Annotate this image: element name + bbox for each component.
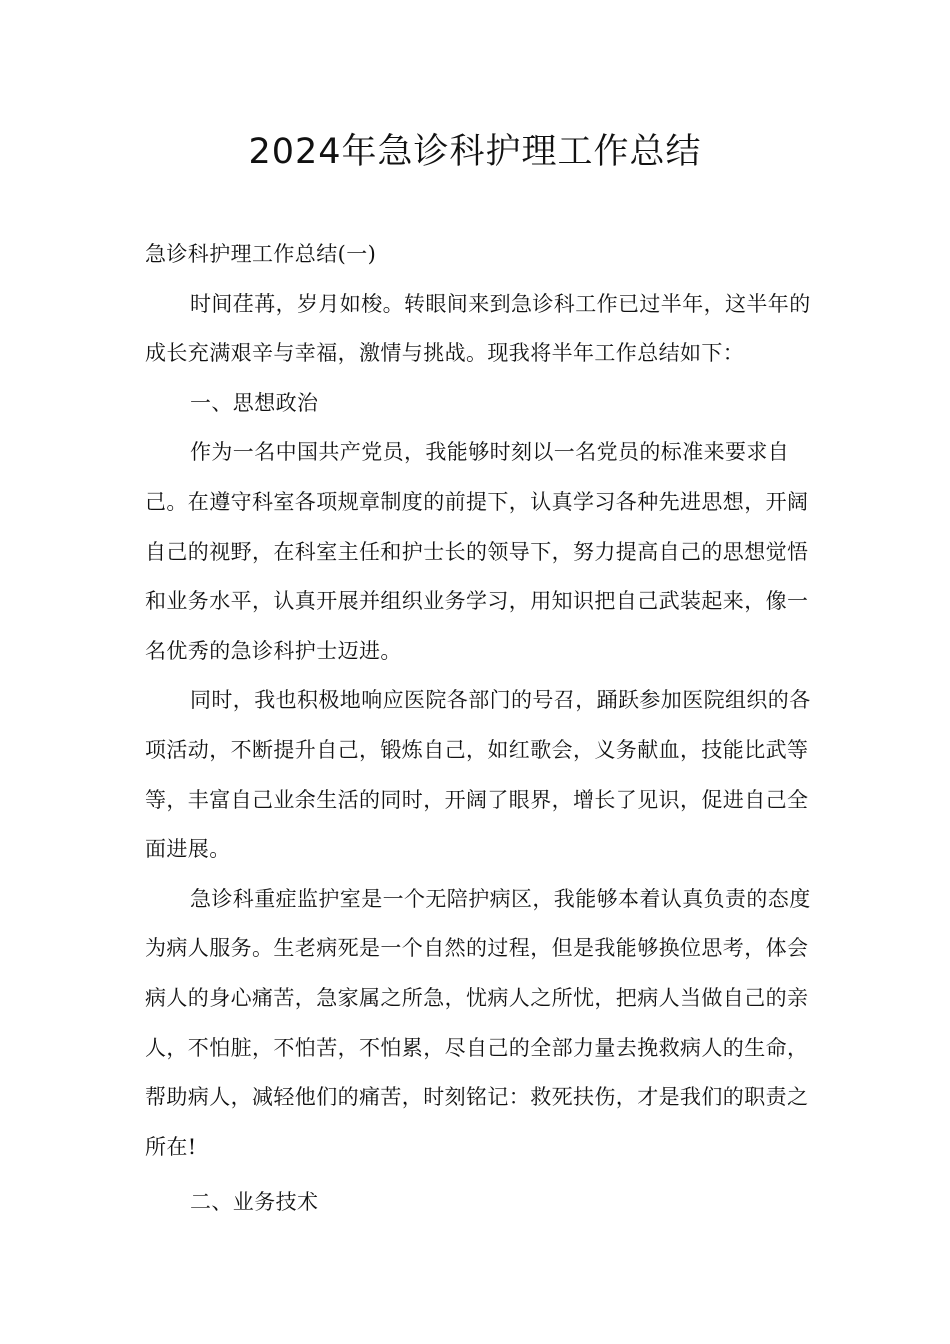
paragraph-icu-service: 急诊科重症监护室是一个无陪护病区，我能够本着认真负责的态度为病人服务。生老病死是一个自然的过程，但是我能够换位思考，体会病人的身心痛苦，急家属之所急，忧病人之所忧，把病人当做自己的亲人，不怕脏，不怕苦，不怕累，尽自己的全部力量去挽救病人的生命，帮助病人，减轻他们的痛苦，时刻铭记：救死扶伤，才是我们的职责之所在! [145, 886, 811, 1159]
heading-ideology: 一、思想政治 [190, 390, 319, 415]
paragraph-activities: 同时，我也积极地响应医院各部门的号召，踊跃参加医院组织的各项活动，不断提升自己，锻炼自己，如红歌会，义务献血，技能比武等等，丰富自己业余生活的同时，开阔了眼界，增长了见识，促进自己全面进展。 [145, 688, 811, 862]
paragraph-intro: 时间荏苒，岁月如梭。转眼间来到急诊科工作已过半年，这半年的成长充满艰辛与幸福，激情与挑战。现我将半年工作总结如下： [145, 291, 811, 366]
document-body [145, 230, 825, 1228]
paragraph-party-member: 作为一名中国共产党员，我能够时刻以一名党员的标准来要求自己。在遵守科室各项规章制度的前提下，认真学习各种先进思想，开阔自己的视野，在科室主任和护士长的领导下，努力提高自己的思想觉悟和业务水平，认真开展并组织业务学习，用知识把自己武装起来，像一名优秀的急诊科护士迈进。 [145, 440, 809, 663]
heading-skills: 二、业务技术 [190, 1190, 319, 1215]
section-subtitle: 急诊科护理工作总结(一) [145, 242, 377, 266]
page-title: 2024年急诊科护理工作总结 [248, 132, 702, 172]
